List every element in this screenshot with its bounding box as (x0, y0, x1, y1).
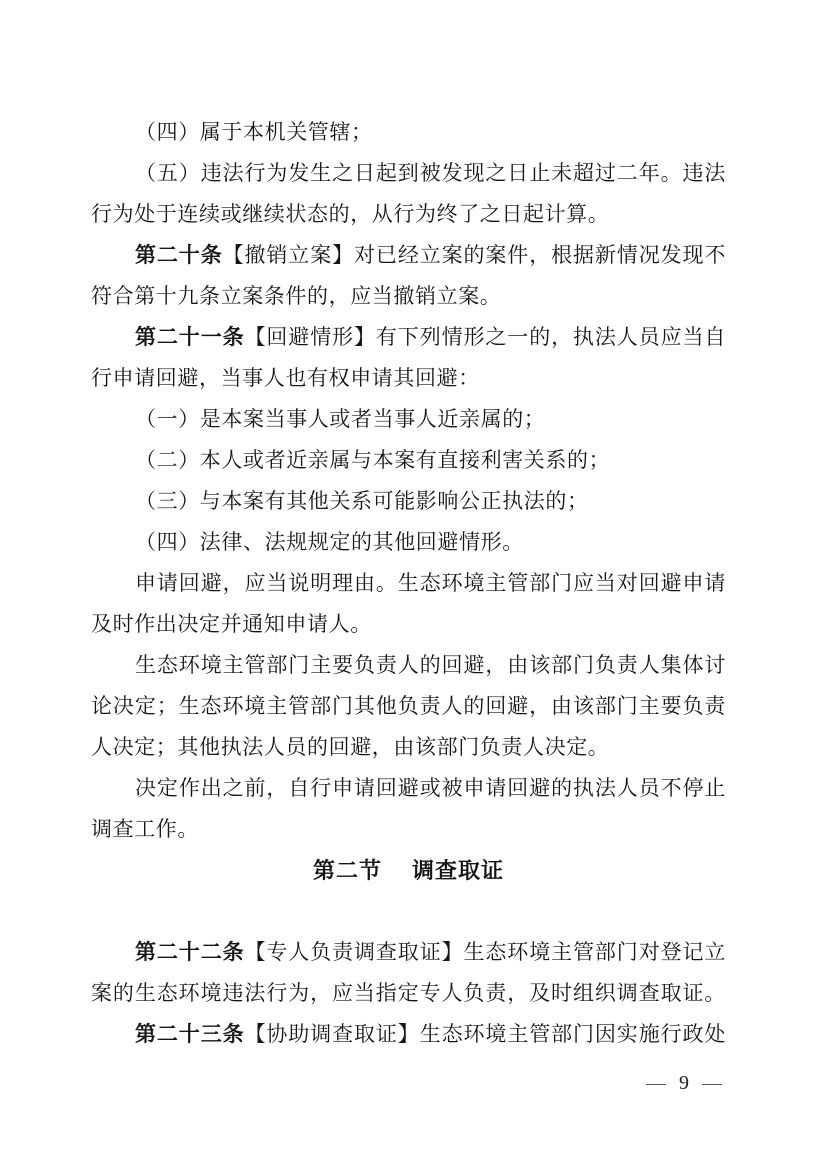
page-number (646, 1071, 722, 1095)
article-text: 有下列情形之一的，执法人员应当自 (375, 325, 726, 349)
doc-line: 行为处于连续或继续状态的，从行为终了之日起计算。 (91, 202, 610, 226)
section-title: 调查取证 (412, 858, 505, 883)
article-number: 第二十二条 (135, 940, 245, 964)
article-number: 第二十条 (135, 243, 223, 267)
article-text: 生态环境主管部门对登记立 (463, 940, 726, 964)
article-text: 生态环境主管部门因实施行政处 (419, 1022, 726, 1046)
list-item: （二）本人或者近亲属与本案有直接利害关系的； (135, 448, 611, 472)
article-title: 【专人负责调查取证】 (244, 940, 464, 964)
list-item: （一）是本案当事人或者当事人近亲属的； (135, 407, 546, 431)
document-body (91, 112, 726, 1055)
doc-line: 行申请回避，当事人也有权申请其回避： (91, 366, 480, 390)
doc-line: （五）违法行为发生之日起到被发现之日止未超过二年。违法 (135, 161, 726, 185)
doc-line: 及时作出决定并通知申请人。 (91, 612, 372, 636)
list-item: （四）法律、法规规定的其他回避情形。 (135, 530, 524, 554)
article-23-line (91, 1014, 726, 1055)
article-22-line (91, 932, 726, 973)
article-number: 第二十一条 (135, 325, 245, 349)
doc-line: 论决定；生态环境主管部门其他负责人的回避，由该部门主要负责 (91, 694, 726, 718)
section-heading (91, 850, 726, 891)
doc-line: 符合第十九条立案条件的，应当撤销立案。 (91, 284, 502, 308)
article-text: 对已经立案的案件，根据新情况发现不 (354, 243, 727, 267)
article-21-line (91, 317, 726, 358)
doc-line: （四）属于本机关管辖； (135, 120, 373, 144)
doc-line: 案的生态环境违法行为，应当指定专人负责，及时组织调查取证。 (91, 981, 726, 1005)
doc-line: 决定作出之前，自行申请回避或被申请回避的执法人员不停止 (135, 776, 726, 800)
article-number: 第二十三条 (135, 1022, 245, 1046)
doc-line: 生态环境主管部门主要负责人的回避，由该部门负责人集体讨 (135, 653, 726, 677)
article-title: 【回避情形】 (244, 325, 376, 349)
article-20-line (91, 235, 726, 276)
article-title: 【撤销立案】 (222, 243, 355, 267)
footer-left-dash: — (646, 1072, 666, 1094)
doc-line: 人决定；其他执法人员的回避，由该部门负责人决定。 (91, 735, 610, 759)
list-item: （三）与本案有其他关系可能影响公正执法的； (135, 489, 589, 513)
section-number: 第二节 (312, 858, 382, 883)
footer-number: 9 (679, 1072, 689, 1094)
article-title: 【协助调查取证】 (244, 1022, 420, 1046)
footer-right-dash: — (702, 1072, 722, 1094)
blank-line (91, 891, 726, 932)
doc-line: 申请回避，应当说明理由。生态环境主管部门应当对回避申请 (135, 571, 726, 595)
doc-line: 调查工作。 (91, 817, 199, 841)
